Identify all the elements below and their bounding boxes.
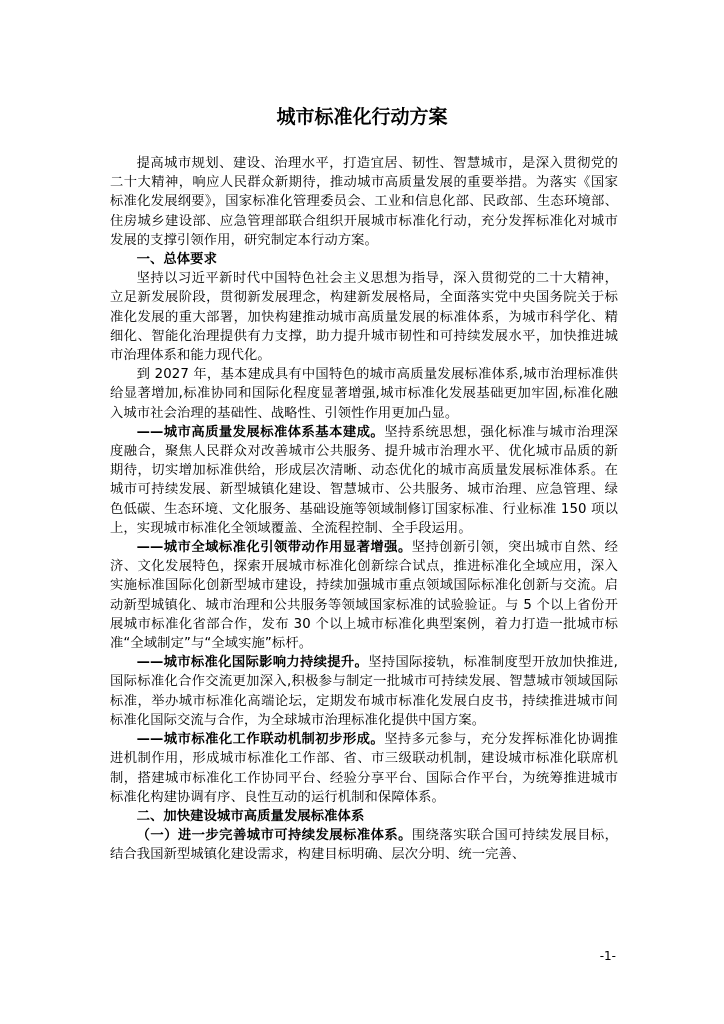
heading-text: 二、加快建设城市高质量发展标准体系 (136, 808, 365, 824)
paragraph-goal-mechanism (110, 730, 618, 807)
section-heading-standard-system (110, 807, 618, 826)
paragraph-text: 到 2027 年，基本建成具有中国特色的城市高质量发展标准体系,城市治理标准供给显著增加,标准协同和国际化程度显著增强,城市标准化发展基础更加牢固,标准化融入城市社会治理的基础性、战略性、引领性作用更加凸显。 (110, 367, 618, 421)
paragraph-text: 坚持多元参与，充分发挥标准化协调推进机制作用，形成城市标准化工作部、省、市三级联动机制，建设城市标准化联席机制，搭建城市标准化工作协同平台、经验分享平台、国际合作平台，为统筹推进城市标准化构建协调有序、良性互动的运行机制和保障体系。 (110, 732, 618, 805)
section-heading-general-requirements (110, 250, 618, 269)
document-body (110, 154, 618, 865)
paragraph-text: 坚持创新引领，突出城市自然、经济、文化发展特色，探索开展城市标准化创新综合试点，推进标准化全域应用，深入实施标准国际化创新型城市建设，持续加强城市重点领域国际标准化创新与交流。启动新型城镇化、城市治理和公共服务等领域国家标准的试验验证。与 5 个以上省份开展城市标准化省部合作，发布 30 个以上城市标准化典型案例，着力打造一批城市标准“全域制定”与“全域实施”标杆。 (110, 540, 619, 652)
paragraph-2027-goal (110, 365, 618, 423)
page-number: -1- (599, 949, 616, 963)
paragraph-lead: ——城市高质量发展标准体系基本建成。 (136, 424, 385, 440)
paragraph-text: 围绕落实联合国可持续发展目标，结合我国新型城镇化建设需求，构建目标明确、层次分明、统一完善、 (110, 828, 619, 863)
paragraph-goal-citywide (110, 538, 618, 653)
paragraph-text: 提高城市规划、建设、治理水平，打造宜居、韧性、智慧城市，是深入贯彻党的二十大精神，响应人民群众新期待，推动城市高质量发展的重要举措。为落实《国家标准化发展纲要》，国家标准化管理委员会、工业和信息化部、民政部、生态环境部、住房城乡建设部、应急管理部联合组织开展城市标准化行动，充分发挥标准化对城市发展的支撑引领作用，研究制定本行动方案。 (110, 156, 618, 248)
paragraph-sustainable-development (110, 826, 618, 864)
heading-text: 一、总体要求 (136, 252, 217, 268)
paragraph-text: 坚持以习近平新时代中国特色社会主义思想为指导，深入贯彻党的二十大精神，立足新发展阶段，贯彻新发展理念，构建新发展格局，全面落实党中央国务院关于标准化发展的重大部署，加快构建推动城市高质量发展的标准体系，为城市科学化、精细化、智能化治理提供有力支撑，助力提升城市韧性和可持续发展水平，加快推进城市治理体系和能力现代化。 (110, 271, 618, 364)
paragraph-lead: （一）进一步完善城市可持续发展标准体系。 (136, 828, 412, 844)
paragraph-guiding-principle (110, 269, 618, 365)
document-title: 城市标准化行动方案 (276, 106, 448, 128)
paragraph-goal-international (110, 653, 618, 730)
paragraph-goal-standard-system (110, 423, 618, 538)
paragraph-intro (110, 154, 618, 250)
paragraph-lead: ——城市标准化工作联动机制初步形成。 (136, 732, 385, 748)
paragraph-lead: ——城市标准化国际影响力持续提升。 (136, 655, 369, 671)
paragraph-text: 坚持系统思想，强化标准与城市治理深度融合，聚焦人民群众对改善城市公共服务、提升城市治理水平、优化城市品质的新期待，切实增加标准供给，形成层次清晰、动态优化的城市高质量发展标准体系。在城市可持续发展、新型城镇化建设、智慧城市、公共服务、城市治理、应急管理、绿色低碳、生态环境、文化服务、基础设施等领域制修订国家标准、行业标准 150 项以上，实现城市标准化全领域覆盖、全流程控制、全手段运用。 (110, 424, 618, 536)
paragraph-text: 坚持国际接轨，标准制度型开放加快推进,国际标准化合作交流更加深入,积极参与制定一批城市可持续发展、智慧城市领域国际标准，举办城市标准化高端论坛，定期发布城市标准化发展白皮书，持续推进城市间标准化国际交流与合作，为全球城市治理标准化提供中国方案。 (110, 655, 618, 728)
paragraph-lead: ——城市全域标准化引领带动作用显著增强。 (136, 540, 412, 556)
